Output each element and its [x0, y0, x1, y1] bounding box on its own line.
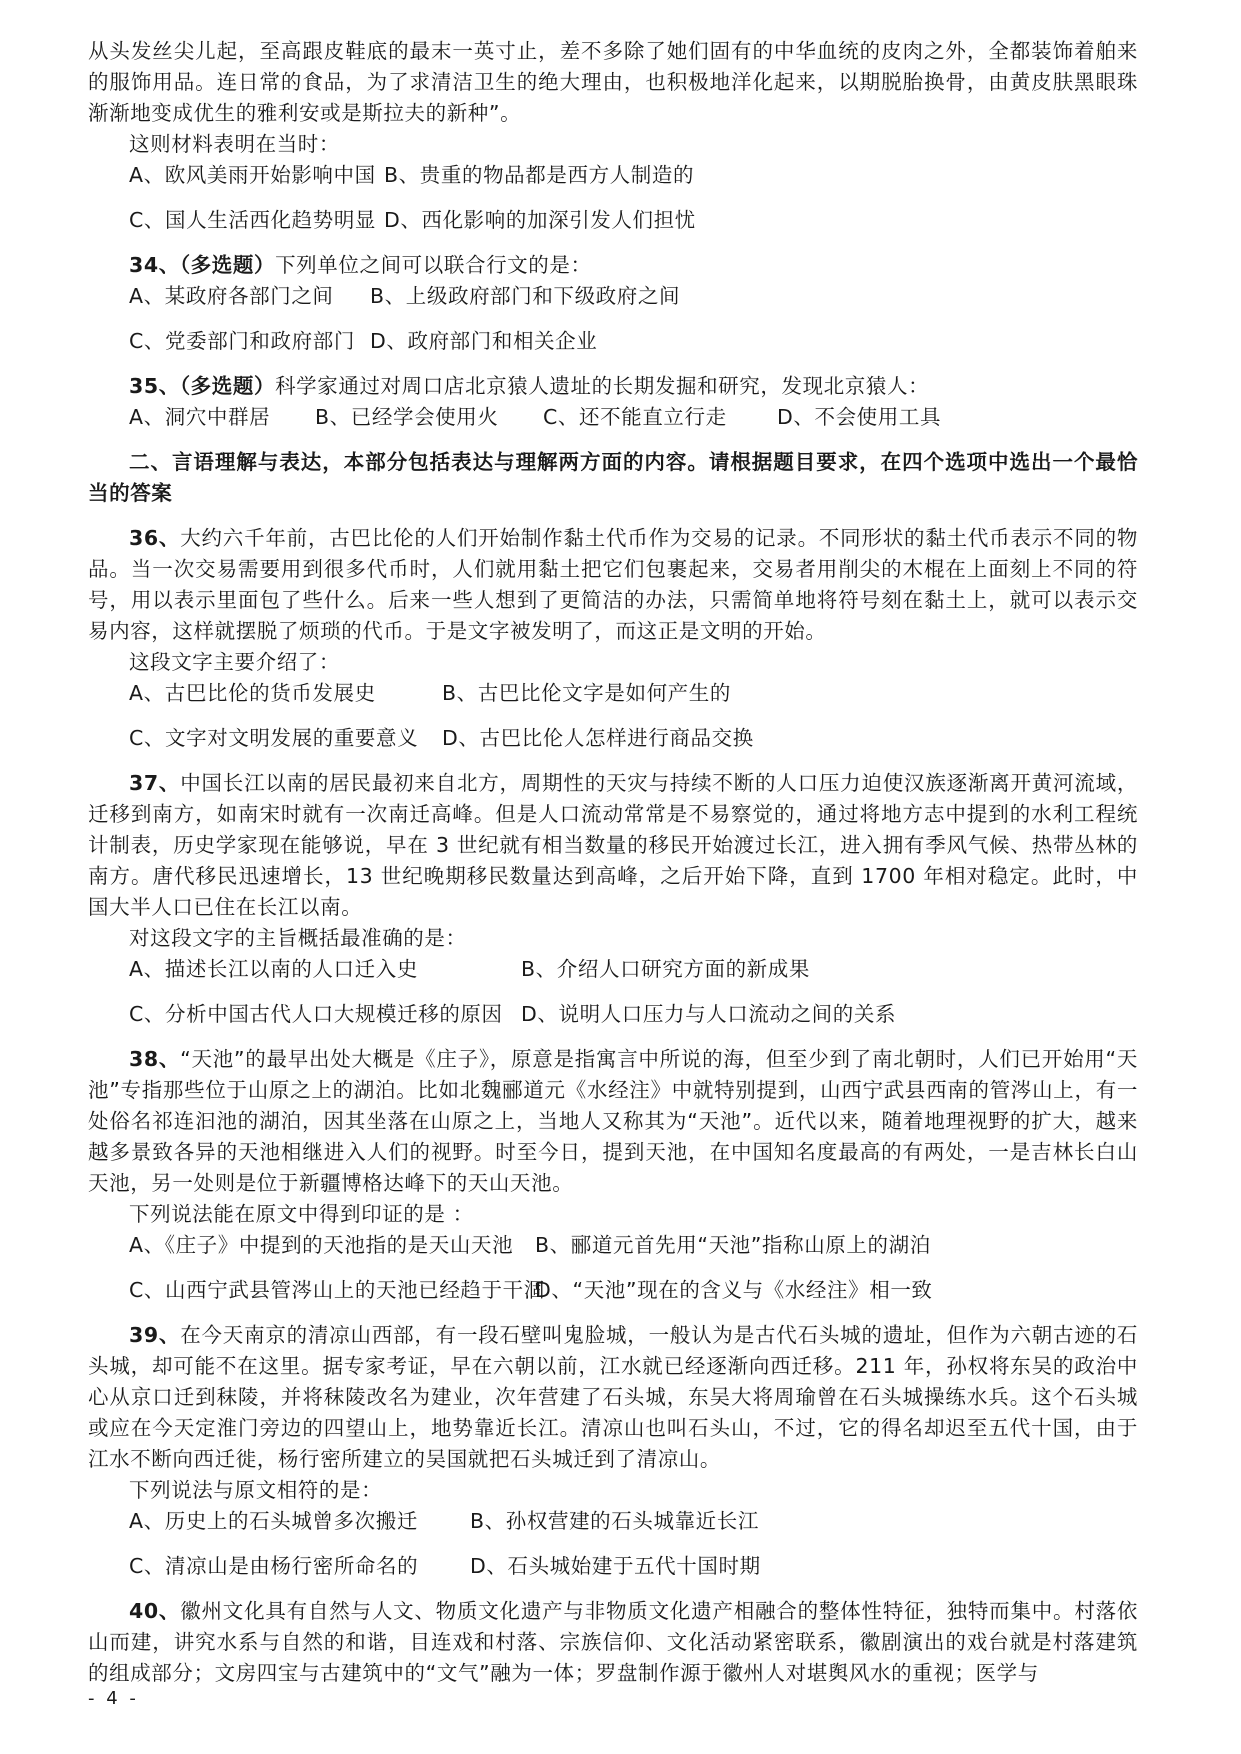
option-d: D、“天池”现在的含义与《水经注》相一致: [535, 1278, 933, 1302]
option-c: C、清凉山是由杨行密所命名的: [129, 1554, 419, 1578]
option-c: C、分析中国古代人口大规模迁移的原因: [129, 1002, 503, 1026]
option-c: C、文字对文明发展的重要意义: [129, 726, 419, 750]
option-row: [129, 205, 1138, 236]
question-number: 34、: [129, 253, 180, 277]
document-page: [88, 36, 1138, 1689]
option-a: A、《庄子》中提到的天池指的是天山天池: [129, 1233, 514, 1257]
option-a: A、欧风美雨开始影响中国: [129, 163, 376, 187]
option-row: [129, 678, 1138, 709]
page-number: - 4 -: [88, 1688, 139, 1709]
option-b: B、已经学会使用火: [315, 405, 499, 429]
q33-prompt: 这则材料表明在当时：: [129, 132, 340, 156]
option-row: [129, 402, 1138, 433]
question-number: 38、: [129, 1047, 181, 1071]
option-b: B、上级政府部门和下级政府之间: [370, 284, 681, 308]
option-c: C、国人生活西化趋势明显: [129, 208, 377, 232]
option-d: D、政府部门和相关企业: [370, 329, 598, 353]
option-d: D、说明人口压力与人口流动之间的关系: [521, 1002, 897, 1026]
q37-prompt: 对这段文字的主旨概括最准确的是：: [129, 926, 467, 950]
q33-options: [88, 160, 1138, 236]
q33-passage-continuation: 从头发丝尖儿起，至高跟皮鞋底的最末一英寸止，差不多除了她们固有的中华血统的皮肉之外，全都装饰着舶来的服饰用品。连日常的食品，为了求清洁卫生的绝大理由，也积极地洋化起来，以期脱胎换骨，由黄皮肤黑眼珠渐渐地变成优生的雅利安或是斯拉夫的新种”。: [88, 39, 1138, 125]
option-row: [129, 326, 1138, 357]
option-b: B、介绍人口研究方面的新成果: [521, 957, 810, 981]
question-text: “天池”的最早出处大概是《庄子》，原意是指寓言中所说的海，但至少到了南北朝时，人们已开始用“天池”专指那些位于山原之上的湖泊。比如北魏郦道元《水经注》中就特别提到，山西宁武县西南的管涔山上，有一处俗名祁连汩池的湖泊，因其坐落在山原之上，当地人又称其为“天池”。近代以来，随着地理视野的扩大，越来越多景致各异的天池相继进入人们的视野。时至今日，提到天池，在中国知名度最高的有两处，一是吉林长白山天池，另一处则是位于新疆博格达峰下的天山天池。: [88, 1047, 1138, 1195]
option-c: C、党委部门和政府部门: [129, 329, 355, 353]
question-40: [88, 1596, 1138, 1689]
option-a: A、历史上的石头城曾多次搬迁: [129, 1509, 418, 1533]
option-row: [129, 723, 1138, 754]
question-37: [88, 768, 1138, 923]
question-text: 在今天南京的清凉山西部，有一段石壁叫鬼脸城，一般认为是古代石头城的遗址，但作为六朝古迹的石头城，却可能不在这里。据专家考证，早在六朝以前，江水就已经逐渐向西迁移。211 年，孙权将东吴的政治中心从京口迁到秣陵，并将秣陵改名为建业，次年营建了石头城，东吴大将周瑜曾在石头城操练水兵。这个石头城或应在今天定淮门旁边的四望山上，地势靠近长江。清凉山也叫石头山，不过，它的得名却迟至五代十国，由于江水不断向西迁徙，杨行密所建立的吴国就把石头城迁到了清凉山。: [88, 1323, 1139, 1471]
q39-options: [88, 1506, 1138, 1582]
option-b: B、孙权营建的石头城靠近长江: [470, 1509, 759, 1533]
section-heading: 二、言语理解与表达，本部分包括表达与理解两方面的内容。请根据题目要求，在四个选项中选出一个最恰当的答案: [88, 450, 1138, 505]
question-35: [88, 371, 1138, 402]
option-row: [129, 281, 1138, 312]
option-row: [129, 160, 1138, 191]
q34-options: [88, 281, 1138, 357]
question-34: [88, 250, 1138, 281]
question-number: 36、: [129, 526, 181, 550]
option-b: B、古巴比伦文字是如何产生的: [442, 681, 731, 705]
question-text: 下列单位之间可以联合行文的是：: [275, 253, 592, 277]
question-text: 大约六千年前，古巴比伦的人们开始制作黏土代币作为交易的记录。不同形状的黏土代币表示不同的物品。当一次交易需要用到很多代币时，人们就用黏土把它们包裹起来，交易者用削尖的木棍在上面刻上不同的符号，用以表示里面包了些什么。后来一些人想到了更简洁的办法，只需简单地将符号刻在黏土上，就可以表示交易内容，这样就摆脱了烦琐的代币。于是文字被发明了，而这正是文明的开始。: [88, 526, 1139, 643]
q35-options: [88, 402, 1138, 433]
question-38: [88, 1044, 1138, 1199]
question-39: [88, 1320, 1138, 1475]
option-b: B、贵重的物品都是西方人制造的: [384, 163, 695, 187]
option-row: [129, 1230, 1138, 1261]
question-number: 35、: [129, 374, 180, 398]
question-text: 中国长江以南的居民最初来自北方，周期性的天灾与持续不断的人口压力迫使汉族逐渐离开黄河流域，迁移到南方，如南宋时就有一次南迁高峰。但是人口流动常常是不易察觉的，通过将地方志中提到的水利工程统计制表，历史学家现在能够说，早在 3 世纪就有相当数量的移民开始渡过长江，进入拥有季风气候、热带丛林的南方。唐代移民迅速增长，13 世纪晚期移民数量达到高峰，之后开始下降，直到 1700 年相对稳定。此时，中国大半人口已住在长江以南。: [88, 771, 1139, 919]
question-number: 39、: [129, 1323, 181, 1347]
option-row: [129, 1551, 1138, 1582]
option-row: [129, 1506, 1138, 1537]
question-number: 40、: [129, 1599, 181, 1623]
q38-prompt: 下列说法能在原文中得到印证的是 ：: [129, 1202, 474, 1226]
q38-options: [88, 1230, 1138, 1306]
option-d: D、西化影响的加深引发人们担忧: [384, 208, 696, 232]
option-c: C、山西宁武县管涔山上的天池已经趋于干涸: [129, 1278, 545, 1302]
option-a: A、古巴比伦的货币发展史: [129, 681, 376, 705]
option-b: B、郦道元首先用“天池”指称山原上的湖泊: [535, 1233, 931, 1257]
option-d: D、不会使用工具: [777, 405, 942, 429]
question-type-tag: （多选题）: [179, 253, 276, 277]
question-text: 徽州文化具有自然与人文、物质文化遗产与非物质文化遗产相融合的整体性特征，独特而集中。村落依山而建，讲究水系与自然的和谐，目连戏和村落、宗族信仰、文化活动紧密联系，徽剧演出的戏台就是村落建筑的组成部分；文房四宝与古建筑中的“文气”融为一体；罗盘制作源于徽州人对堪舆风水的重视；医学与: [88, 1599, 1139, 1685]
question-text: 科学家通过对周口店北京猿人遗址的长期发掘和研究，发现北京猿人：: [275, 374, 930, 398]
question-36: [88, 523, 1138, 647]
option-row: [129, 1275, 1138, 1306]
q39-prompt: 下列说法与原文相符的是：: [129, 1478, 383, 1502]
q36-options: [88, 678, 1138, 754]
option-d: D、石头城始建于五代十国时期: [470, 1554, 761, 1578]
option-a: A、描述长江以南的人口迁入史: [129, 957, 418, 981]
option-row: [129, 954, 1138, 985]
option-a: A、某政府各部门之间: [129, 284, 334, 308]
option-a: A、洞穴中群居: [129, 405, 271, 429]
option-d: D、古巴比伦人怎样进行商品交换: [442, 726, 754, 750]
option-row: [129, 999, 1138, 1030]
q36-prompt: 这段文字主要介绍了：: [129, 650, 340, 674]
option-c: C、还不能直立行走: [543, 405, 727, 429]
question-type-tag: （多选题）: [179, 374, 276, 398]
question-number: 37、: [129, 771, 181, 795]
q37-options: [88, 954, 1138, 1030]
